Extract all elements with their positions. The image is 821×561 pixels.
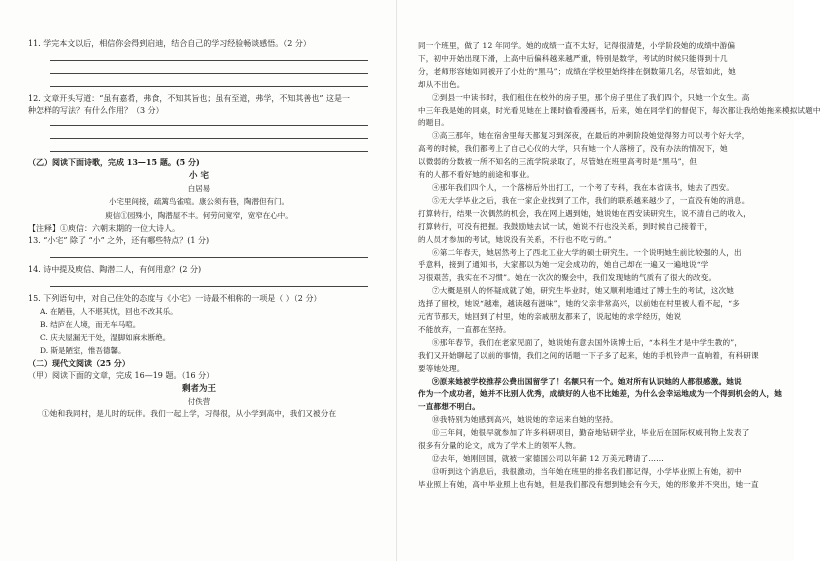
- essay-line: 作为一个成功者，她并不比别人优秀，成绩好的人也不比她差，为什么会幸运地成为一个得到机会的人，她: [418, 389, 782, 399]
- essay-line: 习很艰苦，我实在不习惯”。她在一次次的聚会中，我们发现她的气质有了很大的改变。: [418, 273, 717, 283]
- essay-line: ⑫去年，她刚回国，就被一家德国公司以年薪 12 万美元聘请了……: [432, 454, 664, 463]
- essay-line: 元宵节那天，她回到了村里，她的亲戚朋友都来了，说起她的求学经历，她说: [418, 312, 682, 322]
- option-d: D. 斯是陋室，惟吾德馨。: [40, 346, 126, 355]
- essay-title: 剩者为王: [181, 384, 216, 394]
- poem-note: 【注释】①庾信：六朝末期的一位大诗人。: [28, 224, 180, 233]
- essay-line: ⑬听到这个消息后，我很激动，当年她在班里的排名我们都记得，小学毕业照上有她，初中: [432, 466, 742, 476]
- essay-line: 乎意料，接到了通知书，大家都以为她一定会成功的，她自己却在一遍又一遍地说“学: [418, 260, 709, 270]
- right-column: [418, 40, 821, 492]
- essay-line: 我们又开始聊起了以前的事情，我们之间的话题一下子多了起来，她的手机铃声一直响着，有科研课: [418, 350, 759, 360]
- question-14: 14. 诗中提及庾信、陶潜二人，有何用意？(2 分): [28, 265, 202, 274]
- essay-line: 毕业照上有她，高中毕业照上也有她，但是我们都没有想到她会有今天，她的形象并不突出，她一直: [418, 479, 759, 489]
- essay-line: 有的人都不看好她的前途和事业。: [418, 170, 535, 180]
- option-a: A. 在陋巷，人不堪其忧，回也不改其乐。: [40, 307, 178, 316]
- essay-line: ⑪三年间，她很早就参加了许多科研项目，勤奋地钻研学业，毕业后在国际权威刊物上发表了: [432, 428, 750, 438]
- question-15: 15. 下列语句中，对自己住处的态度与《小宅》一诗最不相称的一项是（ ）（2 分）: [28, 294, 322, 303]
- essay-line: 却从不出色。: [418, 79, 465, 89]
- essay-line: ②到县一中读书时，我们租住在校外的房子里，那个房子里住了我们四个，只她一个女生。高: [432, 92, 750, 102]
- essay-line: ⑨原来她被学校推荐公费出国留学了！名额只有一个。她对所有认识她的人都很感激。她说: [432, 376, 742, 386]
- section-jia-header: （甲）阅读下面的文章，完成 16—19 题。（16 分）: [28, 371, 215, 380]
- essay-line: ④那年我们四个人，一个落榜后外出打工，一个考了专科，我在本省读书，她去了西安。: [432, 182, 735, 192]
- essay-paragraph: ①她和我同村，是儿时的玩伴。我们一起上学，习得很，从小学到高中，我们又被分在: [42, 409, 337, 418]
- question-13: 13. “小宅” 除了 “小” 之外，还有哪些特点？(1 分): [28, 236, 210, 245]
- essay-line: 分，老师形容她如同被开了小灶的“黑马”；成绩在学校里始终排在倒数第几名，尽管如此，她: [418, 66, 736, 76]
- poem-line: 小宅里间接，疏篱鸟雀喧。康公须有巷，陶潜但有门。: [109, 197, 289, 206]
- essay-line: ⑩我特别为她感到高兴，她说她的幸运来自她的坚持。: [432, 415, 618, 425]
- essay-line: 下，初中开始出现下滑，上高中后偏科越来越严重，特别是数学，考试的时候只能得到十几: [418, 53, 728, 63]
- section-yi-header: （乙）阅读下面诗歌，完成 13—15 题。(5 分): [28, 157, 200, 167]
- essay-line: ⑧那年春节，我们在老家见面了，她说她有意去国外读博士后，“本科生才是中学生教的”，: [432, 337, 743, 347]
- essay-line: 不能放弃，一直都在坚持。: [418, 324, 511, 334]
- poem-author: 白居易: [187, 184, 211, 193]
- essay-line: ⑥第二年春天，她居然考上了西北工业大学的硕士研究生。一个说明她生前比较强的人，出: [432, 247, 742, 257]
- essay-line: 中三年我是她的同桌，时光看见她在上课时偷看漫画书，后来，她在同学们的督促下，每次都让我给她拖来模拟试题中: [418, 105, 821, 115]
- section-er-header: （二）现代文阅读（25 分）: [28, 358, 130, 368]
- essay-line: 的题目。: [418, 118, 449, 128]
- essay-line: ③高三那年，她在宿舍里每天都复习到深夜，在最后的冲刺阶段她觉得努力可以考个好大学，: [432, 131, 750, 141]
- poem-line: 庾信①园殊小，陶潜屋不丰。何劳问宽窄，宽窄在心中。: [105, 211, 293, 220]
- essay-line: 的人员才参加的考试，她说没有关系，不行也不吃亏的。”: [418, 234, 612, 244]
- option-b: B. 结庐在人境，而无车马喧。: [40, 320, 141, 329]
- essay-line: ⑦大概是别人的怀疑成就了她，研究生毕业时，她又顺利地通过了博士生的考试，这次她: [432, 286, 735, 296]
- left-column: [28, 38, 370, 421]
- page-fold: [396, 0, 397, 561]
- essay-line: ⑤无大学毕业之后，我在一家企业找到了工作，我们的联系越来越少了，一直没有她的消息。: [432, 195, 750, 205]
- essay-line: 选择了留校，她说“越难，越读越有滋味”，她的父亲非常高兴，以前她在村里被人看不起，“多: [418, 299, 740, 309]
- essay-line: 同一个班里，做了 12 年同学。她的成绩一直不太好，记得很清楚，小学阶段她的成绩中游偏: [418, 41, 736, 50]
- essay-line: 打算转行，可没有把握。我鼓励她去试一试，她说不行也没关系，到时候自己接着干，: [418, 221, 713, 231]
- option-c: C. 庆夫屋漏无干处，湿脚如麻未断绝。: [40, 333, 171, 342]
- essay-line: 要等她处理。: [418, 363, 465, 373]
- essay-line: 很多有分量的论文，成为了学术上的领军人物。: [418, 441, 581, 451]
- essay-author: 付佚营: [187, 397, 211, 406]
- question-12-cont: 种怎样的写法？有什么作用？（3 分）: [28, 106, 164, 115]
- question-11: 11. 学完本文以后，相信你会得到启迪，结合自己的学习经验畅谈感悟。（2 分）: [28, 39, 311, 48]
- question-12: 12. 文章开头写道：“虽有嘉肴，弗食，不知其旨也；虽有至道，弗学，不知其善也” 这是一: [28, 94, 350, 103]
- essay-line: 一直都想不明白。: [418, 402, 480, 412]
- essay-line: 高考的时候，我们都考上了自己心仪的大学，只有她一个人落榜了，没有办法的情况下，她: [418, 144, 728, 154]
- essay-line: 以微弱的分数被一所不知名的三流学院录取了，尽管她在班里高考时是“黑马”，但: [418, 157, 698, 167]
- poem-title: 小 宅: [189, 171, 209, 181]
- essay-line: 打算转行，结果一次偶然的机会，我在网上遇到她，她说她在西安读研究生，说不清自己的收入，: [418, 208, 751, 218]
